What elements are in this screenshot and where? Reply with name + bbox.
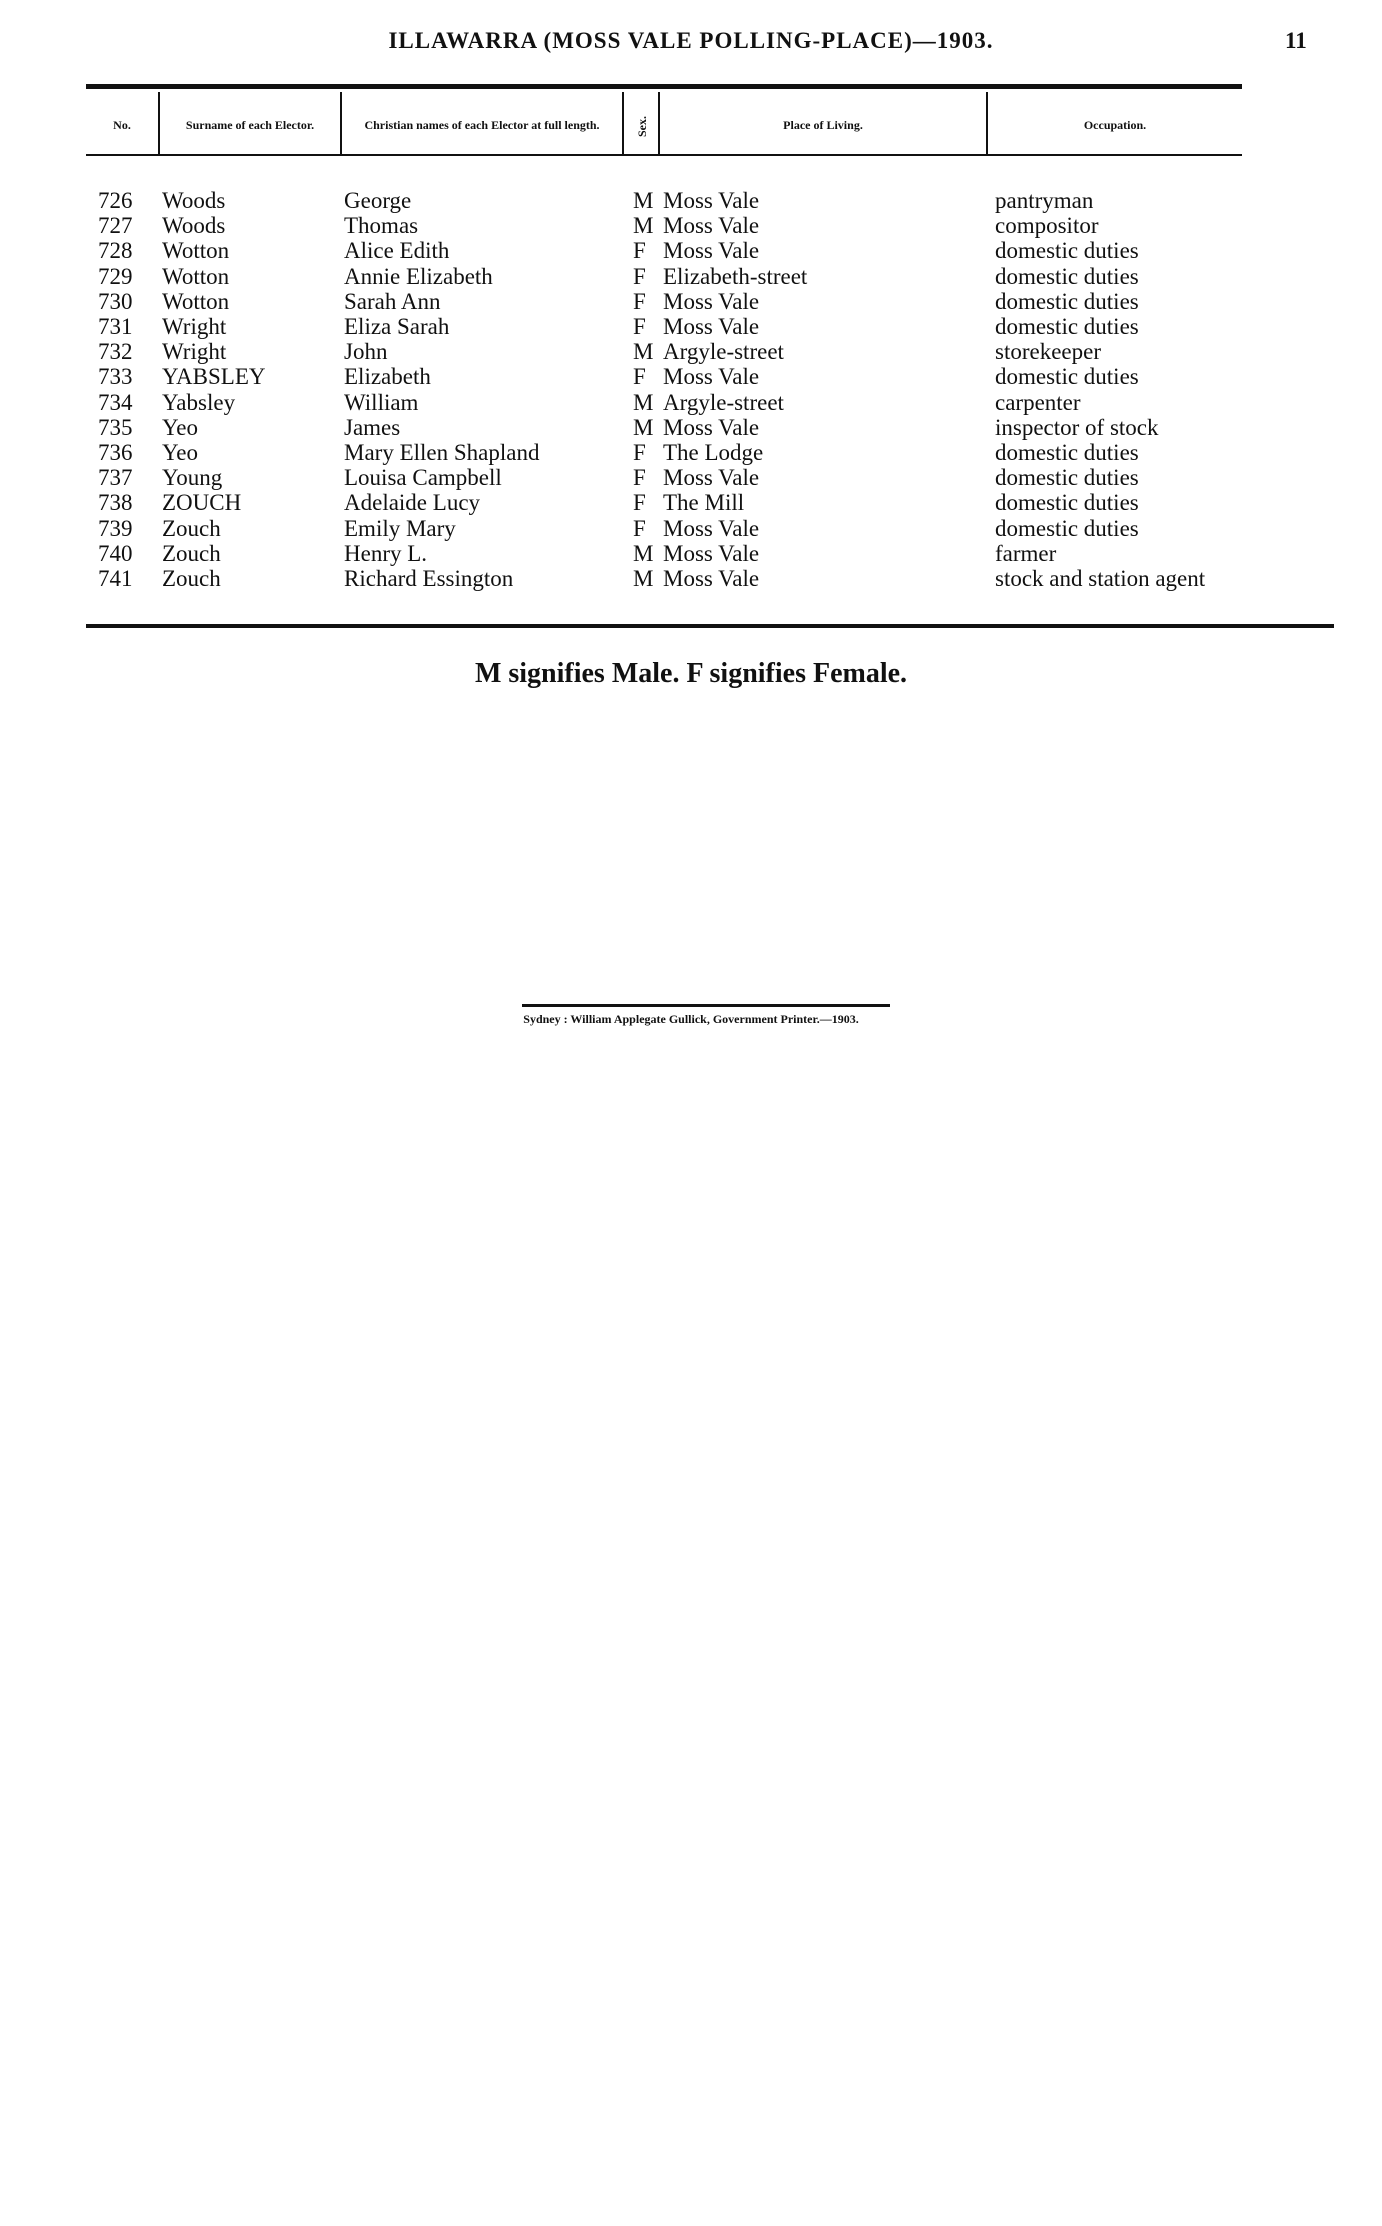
place-of-living-cell: Moss Vale (663, 188, 760, 213)
sex-cell: F (633, 314, 646, 339)
surname-cell: Zouch (162, 566, 221, 591)
christian-names-cell: George (344, 188, 412, 213)
page-title: ILLAWARRA (MOSS VALE POLLING-PLACE)—1903. (388, 28, 994, 53)
table-row (0, 465, 1382, 490)
column-divider (622, 92, 624, 154)
christian-names-cell: Emily Mary (344, 515, 456, 541)
christian-names-cell: John (344, 339, 388, 365)
occupation-cell: domestic duties (995, 238, 1139, 264)
sex-cell: M (633, 389, 654, 415)
occupation-cell: inspector of stock (995, 414, 1159, 440)
row-number-cell: 730 (98, 288, 133, 314)
surname-cell: ZOUCH (162, 490, 242, 516)
place-of-living-cell: Moss Vale (663, 540, 760, 566)
sex-cell: M (633, 540, 654, 566)
table-row (0, 415, 1382, 440)
surname-cell: Zouch (162, 515, 221, 541)
surname-cell: Young (162, 465, 223, 491)
christian-names-cell: Henry L. (344, 540, 428, 566)
column-header-sex: Sex. (634, 115, 649, 137)
christian-names-cell: Sarah Ann (344, 288, 441, 314)
table-row (0, 289, 1382, 314)
surname-cell: Wotton (162, 263, 230, 289)
printer-imprint: Sydney : William Applegate Gullick, Government Printer.—1903. (523, 1012, 859, 1026)
sex-cell: F (633, 440, 646, 465)
column-header-occupation: Occupation. (1083, 117, 1147, 132)
surname-cell: Woods (162, 188, 226, 213)
sex-cell: F (633, 364, 646, 390)
surname-cell: Wotton (162, 238, 230, 264)
surname-cell: Zouch (162, 540, 221, 566)
christian-names-cell: James (344, 414, 401, 440)
occupation-cell: domestic duties (995, 364, 1139, 390)
occupation-cell: carpenter (995, 389, 1081, 415)
christian-names-cell: Adelaide Lucy (344, 490, 481, 516)
sex-legend: M signifies Male. F signifies Female. (474, 658, 908, 689)
column-header-place: Place of Living. (783, 117, 863, 132)
place-of-living-cell: Moss Vale (663, 238, 760, 264)
christian-names-cell: Richard Essington (344, 566, 514, 591)
table-top-rule (86, 84, 1242, 89)
occupation-cell: farmer (995, 540, 1057, 566)
row-number-cell: 738 (98, 490, 133, 516)
surname-cell: Wright (162, 339, 227, 365)
christian-names-cell: Annie Elizabeth (344, 263, 493, 289)
row-number-cell: 728 (98, 238, 133, 264)
sex-cell: M (633, 213, 654, 239)
surname-cell: YABSLEY (162, 364, 266, 390)
occupation-cell: pantryman (995, 188, 1094, 213)
surname-cell: Wright (162, 314, 227, 339)
place-of-living-cell: Elizabeth-street (663, 263, 808, 289)
surname-cell: Woods (162, 213, 226, 239)
row-number-cell: 736 (98, 440, 133, 465)
table-row (0, 541, 1382, 566)
header-bottom-rule (86, 154, 1242, 156)
christian-names-cell: Mary Ellen Shapland (344, 440, 540, 465)
christian-names-cell: Eliza Sarah (344, 314, 450, 339)
place-of-living-cell: Moss Vale (663, 213, 760, 239)
place-of-living-cell: Argyle-street (663, 389, 784, 415)
occupation-cell: domestic duties (995, 288, 1139, 314)
christian-names-cell: William (344, 389, 419, 415)
place-of-living-cell: Moss Vale (663, 566, 760, 591)
occupation-cell: domestic duties (995, 440, 1139, 465)
column-header-no: No. (113, 117, 131, 132)
table-row (0, 364, 1382, 389)
sex-cell: F (633, 515, 646, 541)
row-number-cell: 740 (98, 540, 133, 566)
row-number-cell: 731 (98, 314, 133, 339)
row-number-cell: 737 (98, 465, 133, 491)
printer-rule (522, 1004, 890, 1007)
surname-cell: Yeo (162, 440, 199, 465)
sex-cell: M (633, 339, 654, 365)
place-of-living-cell: Moss Vale (663, 515, 760, 541)
row-number-cell: 741 (98, 566, 133, 591)
occupation-cell: domestic duties (995, 515, 1139, 541)
sex-cell: M (633, 566, 654, 591)
row-number-cell: 727 (98, 213, 133, 239)
row-number-cell: 735 (98, 414, 133, 440)
table-row (0, 238, 1382, 263)
table-row (0, 314, 1382, 339)
page-number: 11 (1285, 28, 1307, 53)
christian-names-cell: Louisa Campbell (344, 465, 502, 491)
table-bottom-rule (86, 624, 1334, 628)
sex-cell: F (633, 490, 646, 516)
place-of-living-cell: Moss Vale (663, 465, 760, 491)
table-row (0, 188, 1382, 213)
place-of-living-cell: Moss Vale (663, 364, 760, 390)
sex-cell: M (633, 188, 654, 213)
place-of-living-cell: The Mill (663, 490, 745, 516)
table-row (0, 213, 1382, 238)
christian-names-cell: Thomas (344, 213, 419, 239)
occupation-cell: compositor (995, 213, 1099, 239)
table-row (0, 516, 1382, 541)
place-of-living-cell: Moss Vale (663, 314, 760, 339)
christian-names-cell: Alice Edith (344, 238, 450, 264)
table-row (0, 440, 1382, 465)
occupation-cell: stock and station agent (995, 566, 1206, 591)
place-of-living-cell: Moss Vale (663, 288, 760, 314)
row-number-cell: 732 (98, 339, 133, 365)
occupation-cell: domestic duties (995, 465, 1139, 491)
column-header-surname: Surname of each Elector. (185, 117, 315, 132)
surname-cell: Yeo (162, 414, 199, 440)
row-number-cell: 726 (98, 188, 133, 213)
table-row (0, 566, 1382, 591)
occupation-cell: domestic duties (995, 263, 1139, 289)
occupation-cell: domestic duties (995, 490, 1139, 516)
christian-names-cell: Elizabeth (344, 364, 431, 390)
row-number-cell: 739 (98, 515, 133, 541)
sex-cell: F (633, 288, 646, 314)
row-number-cell: 734 (98, 389, 133, 415)
row-number-cell: 729 (98, 263, 133, 289)
place-of-living-cell: Moss Vale (663, 414, 760, 440)
sex-cell: M (633, 414, 654, 440)
table-row (0, 390, 1382, 415)
table-row (0, 490, 1382, 515)
table-row (0, 264, 1382, 289)
surname-cell: Wotton (162, 288, 230, 314)
table-row (0, 339, 1382, 364)
column-header-christian-names: Christian names of each Elector at full length. (364, 117, 600, 132)
occupation-cell: storekeeper (995, 339, 1101, 365)
place-of-living-cell: The Lodge (663, 440, 764, 465)
occupation-cell: domestic duties (995, 314, 1139, 339)
sex-cell: F (633, 263, 646, 289)
row-number-cell: 733 (98, 364, 133, 390)
place-of-living-cell: Argyle-street (663, 339, 784, 365)
sex-cell: F (633, 238, 646, 264)
sex-cell: F (633, 465, 646, 491)
surname-cell: Yabsley (162, 389, 236, 415)
